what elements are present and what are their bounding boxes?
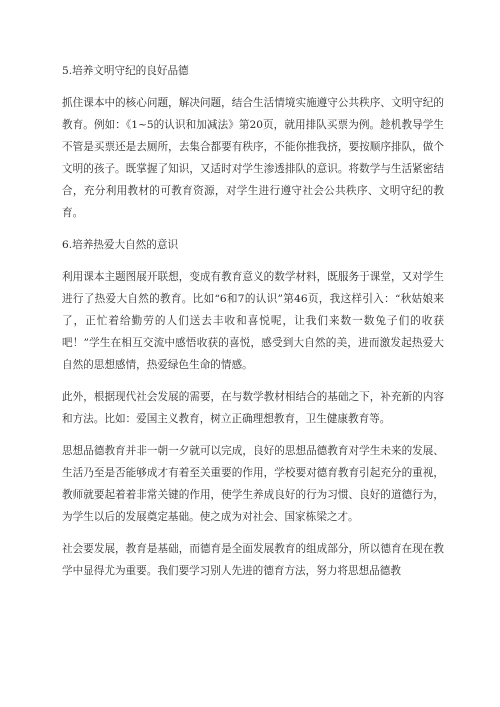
section-6-heading: 6.培养热爱大自然的意识 xyxy=(62,239,179,251)
document-body xyxy=(62,60,444,592)
section-6-paragraph-3: 思想品德教育并非一朝一夕就可以完成，良好的思想品德教育对学生未来的发展、生活乃至是否能够成才有着至关重要的作用，学校要对德育教育引起充分的重视，教师就要起着着非常关键的作用，使学生养成良好的行为习惯、良好的道德行为，为学生以后的发展奠定基础。使之成为对社会、国家栋梁之才。 xyxy=(62,445,444,523)
section-6-paragraph-1: 利用课本主题图展开联想，变成有教育意义的数学材料，既服务于课堂，又对学生进行了热爱大自然的教育。比如“6和7的认识”第46页，我这样引入：“秋姑娘来了，正忙着给勤劳的人们送去丰收和喜悦呢，让我们来数一数兔子们的收获吧！”学生在相互交流中感悟收获的喜悦，感受到大自然的美，进而激发起热爱大自然的思想感情，热爱绿色生命的情感。 xyxy=(62,271,444,371)
section-6-paragraph-2: 此外，根据现代社会发展的需要，在与数学教材相结合的基础之下，补充新的内容和方法。比如：爱国主义教育，树立正确理想教育，卫生健康教育等。 xyxy=(62,391,444,425)
section-5-paragraph: 抓住课本中的核心问题，解决问题，结合生活情境实施遵守公共秩序、文明守纪的教育。例如：《1~5的认识和加减法》第20页，就用排队买票为例。趁机教导学生不管是买票还是去厕所，去集合都要有秩序，不能你推我挤，要按顺序排队，做个文明的孩子。既掌握了知识，又适时对学生渗透排队的意识。将数学与生活紧密结合，充分利用教材的可教育资源，对学生进行遵守社会公共秩序、文明守纪的教育。 xyxy=(62,97,444,219)
section-6-paragraph-4: 社会要发展，教育是基础，而德育是全面发展教育的组成部分，所以德育在现在教学中显得尤为重要。我们要学习别人先进的德育方法，努力将思想品德教 xyxy=(62,543,444,577)
section-5-heading: 5.培养文明守纪的良好品德 xyxy=(62,65,189,77)
